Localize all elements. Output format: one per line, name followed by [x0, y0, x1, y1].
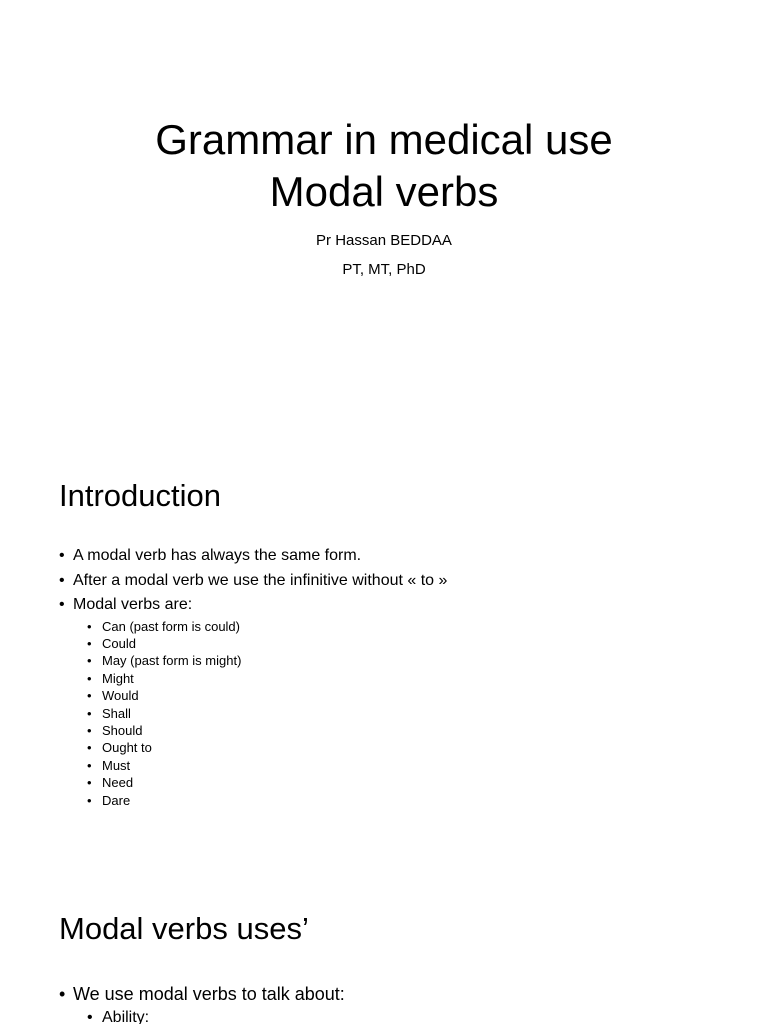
sub-list-item — [87, 792, 447, 809]
modal-verbs-uses-slide — [0, 864, 768, 1024]
bullet-icon: • — [87, 722, 92, 738]
sub-list-item-text: Ought to — [102, 740, 152, 756]
author-name: Pr Hassan BEDDAA — [316, 232, 452, 249]
bullet-icon: • — [87, 1009, 93, 1024]
sub-list-item — [87, 705, 447, 722]
bullet-icon: • — [87, 775, 92, 791]
title-line-1: Grammar in medical use — [155, 116, 613, 163]
bullet-icon: • — [59, 984, 66, 1004]
sub-list-item-text: Should — [102, 722, 143, 738]
bullet-icon: • — [87, 618, 92, 634]
bullet-icon: • — [87, 635, 92, 651]
bullet-icon: • — [87, 688, 92, 704]
slide-heading: Introduction — [59, 478, 221, 513]
sub-list-item-text: Shall — [102, 705, 131, 721]
sub-list-item — [87, 687, 447, 704]
sub-list-item-text: Need — [102, 775, 134, 791]
author-credentials: PT, MT, PhD — [342, 261, 426, 278]
uses-list — [73, 1007, 345, 1024]
bullet-icon: • — [87, 757, 92, 773]
sub-list-item — [87, 739, 447, 756]
sub-list-item-text: Must — [102, 757, 131, 773]
sub-list-item — [87, 635, 447, 652]
introduction-slide — [0, 432, 768, 864]
sub-list-item — [87, 774, 447, 791]
modal-verbs-list — [73, 618, 447, 809]
bullet-icon: • — [59, 596, 65, 613]
list-item-text: After a modal verb we use the infinitive without « to » — [73, 571, 448, 589]
sub-list-item-text: Might — [102, 670, 134, 686]
slide-heading: Modal verbs uses’ — [59, 911, 309, 946]
bullet-icon: • — [87, 653, 92, 669]
title-line-2: Modal verbs — [269, 168, 499, 215]
sub-list-item — [87, 670, 447, 687]
bullet-icon: • — [87, 792, 92, 808]
slide-title — [0, 114, 768, 218]
bullet-icon: • — [87, 705, 92, 721]
bullet-icon: • — [87, 670, 92, 686]
bullet-list — [59, 981, 345, 1024]
sub-list-item — [87, 1007, 345, 1024]
list-item-text: We use modal verbs to talk about: — [73, 984, 345, 1004]
bullet-icon: • — [59, 571, 65, 589]
title-slide — [0, 0, 768, 432]
sub-list-item-text: Ability: — [102, 1009, 150, 1024]
sub-list-item — [87, 757, 447, 774]
list-item — [59, 981, 345, 1024]
sub-list-item — [87, 618, 447, 635]
sub-list-item-text: Can (past form is could) — [102, 618, 240, 634]
bullet-list — [59, 544, 447, 809]
sub-list-item — [87, 722, 447, 739]
list-item — [59, 593, 447, 809]
list-item — [59, 569, 447, 594]
sub-list-item-text: May (past form is might) — [102, 653, 242, 669]
sub-list-item — [87, 652, 447, 669]
list-item-text: Modal verbs are: — [73, 596, 193, 613]
slide-subtitle — [0, 226, 768, 284]
bullet-icon: • — [59, 547, 65, 564]
list-item-text: A modal verb has always the same form. — [73, 547, 362, 564]
sub-list-item-text: Would — [102, 688, 139, 704]
list-item — [59, 544, 447, 569]
sub-list-item-text: Dare — [102, 792, 131, 808]
bullet-icon: • — [87, 740, 92, 756]
sub-list-item-text: Could — [102, 635, 136, 651]
